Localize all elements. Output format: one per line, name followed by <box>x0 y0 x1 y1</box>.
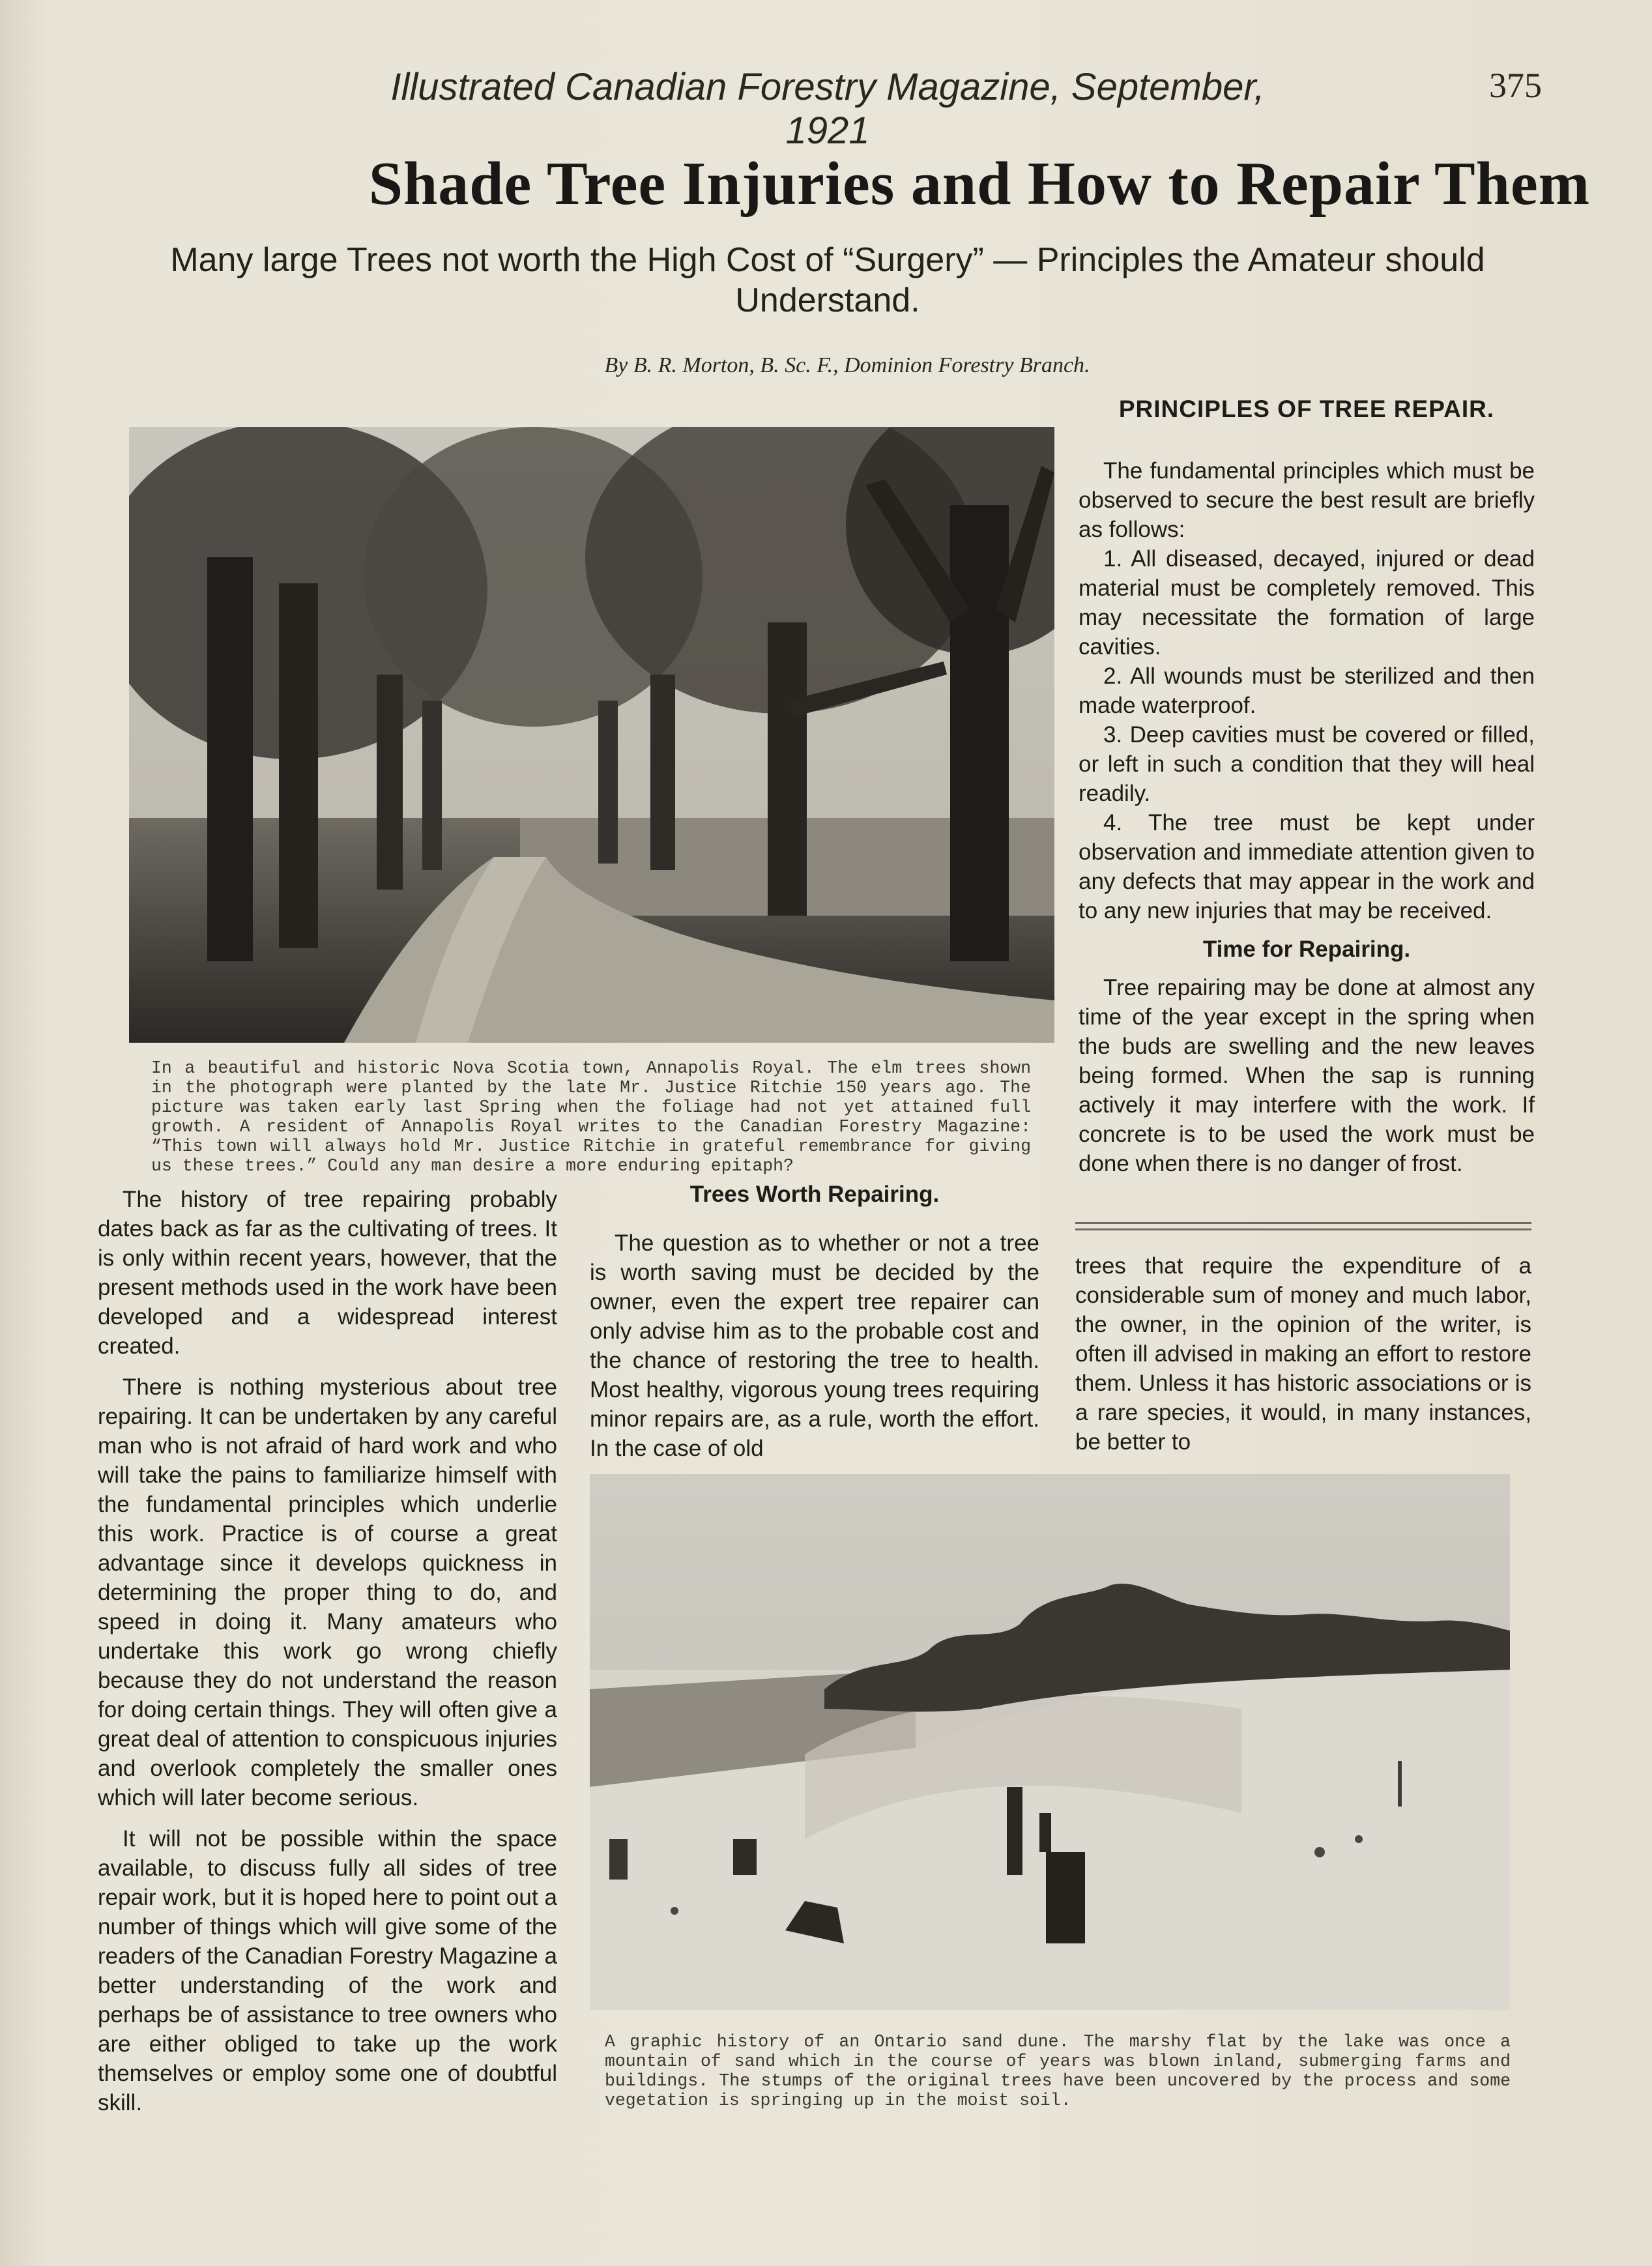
right-lower-column <box>1075 1251 1531 1457</box>
time-text: Tree repairing may be done at almost any time of the year except in the spring when the buds are swelling and the new leaves being formed. When the sap is running actively it may interfere with the work. If concrete is to be used the work must be done when there is no danger of frost. <box>1079 975 1535 1176</box>
elm-avenue-caption: In a beautiful and historic Nova Scotia town, Annapolis Royal. The elm trees shown in the photograph were planted by the late Mr. Justice Ritchie 150 years ago. The picture was taken early last Spring when the foliage had not yet attained full growth. A resident of Annapolis Royal writes to the Canadian Forestry Magazine: “This town will always hold Mr. Justice Ritchie in grateful remembrance for giving us these trees.” Could any man desire a more enduring epitaph? <box>151 1058 1031 1176</box>
column-divider <box>1075 1222 1531 1224</box>
left-paragraph-2: There is nothing mysterious about tree repairing. It can be undertaken by any careful man who is not afraid of hard work and who will take the pains to familiarize himself with the fundamental principles which underlie this work. Practice is of course a great advantage since it develops quickness in determining the proper thing to do, and speed in doing it. Many amateurs who undertake this work go wrong chiefly because they do not understand the reason for doing certain things. They will often give a great deal of attention to conspicuous injuries and overlook completely the smaller ones which will later become serious. <box>98 1374 557 1810</box>
principles-column <box>1079 394 1535 1178</box>
trees-worth-text: The question as to whether or not a tree is worth saving must be decided by the owner, even the expert tree repairer can only advise him as to the probable cost and the chance of restoring the tree to health. Most healthy, vigorous young trees requiring minor repairs are, as a rule, worth the effort. In the case of old <box>590 1230 1039 1461</box>
principle-item: 4. The tree must be kept under observation and immediate attention given to any defects that may appear in the work and to any new injuries that may be received. <box>1079 810 1535 923</box>
article-byline: By B. R. Morton, B. Sc. F., Dominion Forestry Branch. <box>604 353 1090 377</box>
left-paragraph-1: The history of tree repairing probably dates back as far as the cultivating of trees. It is only within recent years, however, that the present methods used in the work have been developed and a widespread interest created. <box>98 1187 557 1359</box>
principle-item: 1. All diseased, decayed, injured or dead material must be completely removed. This may necessitate the formation of large cavities. <box>1079 546 1535 660</box>
elm-avenue-photo <box>129 427 1054 1043</box>
running-head: Illustrated Canadian Forestry Magazine, September, 1921 <box>390 66 1265 152</box>
left-column <box>98 1185 557 2117</box>
principles-intro: The fundamental principles which must be observed to secure the best result are briefly as follows: <box>1079 458 1535 542</box>
article-subtitle: Many large Trees not worth the High Cost of “Surgery” — Principles the Amateur should Understand. <box>170 241 1485 319</box>
column-divider <box>1075 1228 1531 1230</box>
principle-item: 2. All wounds must be sterilized and then made waterproof. <box>1079 663 1535 718</box>
principle-item: 3. Deep cavities must be covered or filled, or left in such a condition that they will heal readily. <box>1079 722 1535 806</box>
article-title: Shade Tree Injuries and How to Repair Them <box>368 150 1590 218</box>
right-lower-text: trees that require the expenditure of a considerable sum of money and much labor, the owner, in the opinion of the writer, is often ill advised in making an effort to restore them. Unless it has historic associations or is a rare species, it would, in many instances, be better to <box>1075 1253 1531 1455</box>
sand-dune-caption: A graphic history of an Ontario sand dune. The marshy flat by the lake was once a mountain of sand which in the course of years was blown inland, submerging farms and buildings. The stumps of the original trees have been uncovered by the process and some vegetation is springing up in the moist soil. <box>605 2032 1511 2110</box>
middle-column <box>590 1180 1039 1463</box>
principles-heading: PRINCIPLES OF TREE REPAIR. <box>1118 396 1495 422</box>
trees-worth-heading: Trees Worth Repairing. <box>689 1182 940 1207</box>
left-paragraph-3: It will not be possible within the space available, to discuss fully all sides of tree repair work, but it is hoped here to point out a number of things which will give some of the readers of the Canadian Forestry Magazine a better understanding of the work and perhaps be of assistance to tree owners who are either obliged to take up the work themselves or employ some one of doubtful skill. <box>98 1826 557 2115</box>
sand-dune-photo <box>590 1474 1510 2010</box>
page-number: 375 <box>1489 66 1542 105</box>
time-heading: Time for Repairing. <box>1202 937 1411 962</box>
